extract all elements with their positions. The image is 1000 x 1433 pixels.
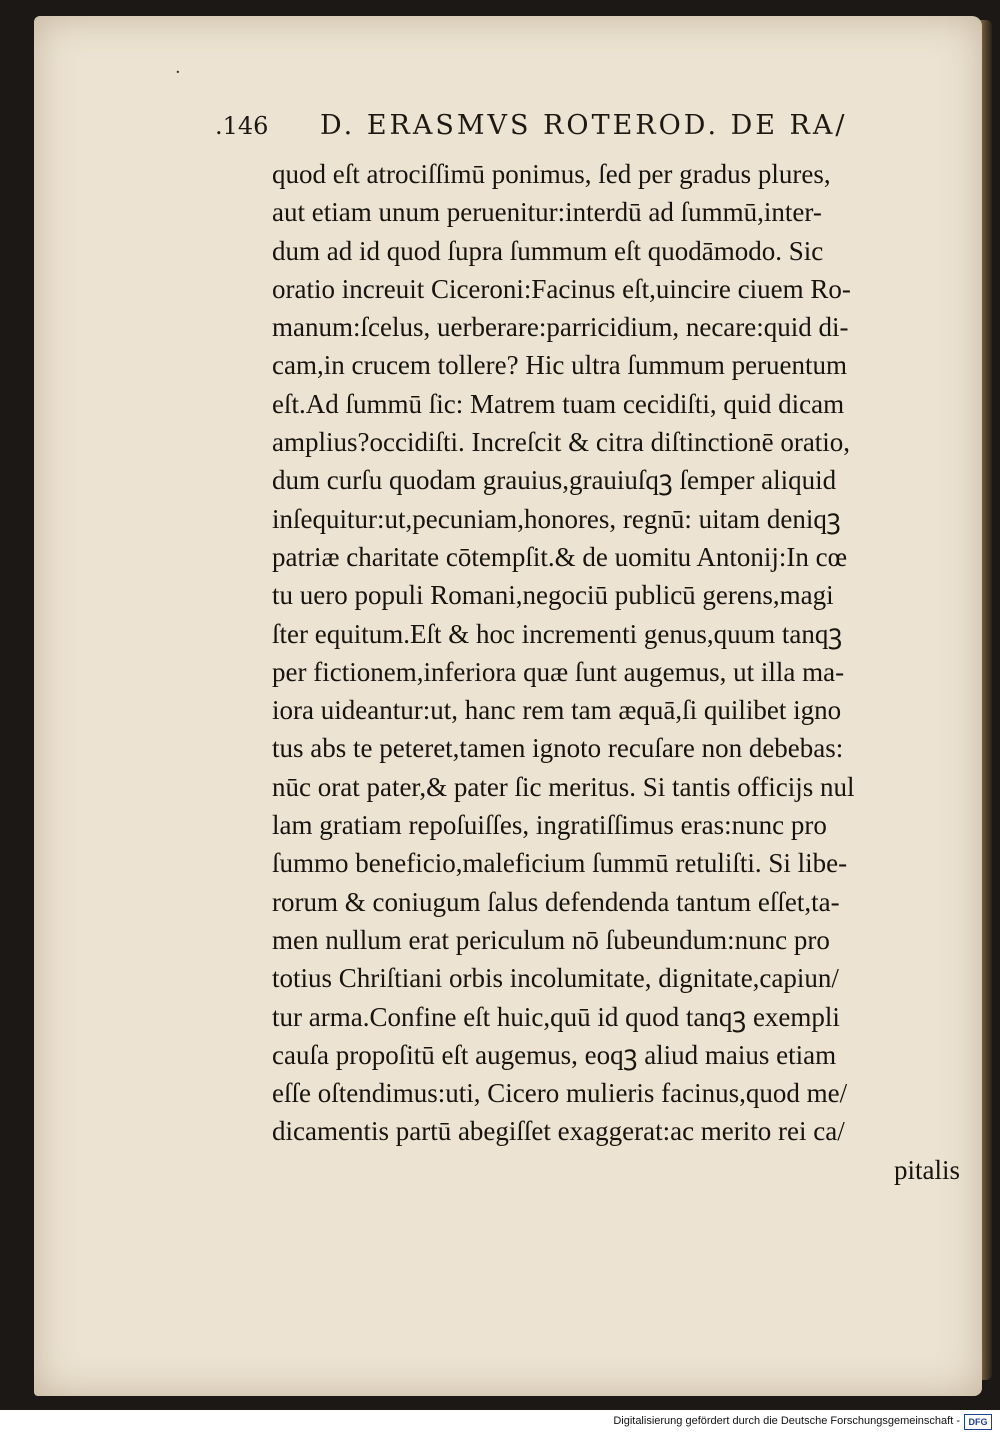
text-line: eſſe oſtendimus:uti, Cicero mulieris facinus,quod me/: [272, 1078, 848, 1109]
text-line: quod eſt atrociſſimū ponimus, ſed per gradus plures,: [272, 159, 831, 189]
text-line: dum ad id quod ſupra ſummum eſt quodāmodo. Sic: [272, 235, 824, 266]
text-line: lam gratiam repoſuiſſes, ingratiſſimus eras:nunc pro: [272, 810, 827, 841]
text-line: tur arma.Confine eſt huic,quū id quod tanqꝫ exempli: [272, 1001, 840, 1032]
text-line: eſt.Ad ſummū ſic: Matrem tuam cecidiſti, quid dicam: [272, 388, 845, 419]
page-header: [215, 110, 945, 150]
text-line: dicamentis partū abegiſſet exaggerat:ac merito rei ca/: [272, 1116, 845, 1147]
text-line: ſummo beneficio,maleficium ſummū retuliſti. Si libe-: [272, 848, 848, 879]
text-line: men nullum erat periculum nō ſubeundum:nunc pro: [272, 924, 830, 955]
text-line: aut etiam unum peruenitur:interdū ad ſummū,inter-: [272, 197, 822, 228]
text-line: amplius?occidiſti. Increſcit & citra diſtinctionē oratio,: [272, 427, 851, 458]
folio-number: .146: [215, 112, 269, 140]
body-text: [272, 155, 962, 1189]
text-line: dum curſu quodam grauius,grauiuſqꝫ ſemper aliquid: [272, 465, 837, 496]
running-head: D. ERASMVS ROTEROD. DE RA/: [320, 110, 848, 141]
margin-mark: ·: [175, 62, 181, 83]
digitization-footer: [0, 1410, 1000, 1433]
text-line: inſequitur:ut,pecuniam,honores, regnū: uitam deniqꝫ: [272, 503, 841, 534]
catchword: pitalis: [894, 1154, 960, 1185]
text-line: patriæ charitate cōtempſit.& de uomitu Antonij:In cœ: [272, 541, 848, 572]
text-line: manum:ſcelus, uerberare:parricidium, necare:quid di-: [272, 312, 849, 343]
text-line: ſter equitum.Eſt & hoc incrementi genus,quum tanqꝫ: [272, 618, 843, 649]
text-line: oratio increuit Ciceroni:Facinus eſt,uincire ciuem Ro-: [272, 273, 851, 304]
text-line: cam,in crucem tollere? Hic ultra ſummum peruentum: [272, 350, 848, 381]
funding-credit: Digitalisierung gefördert durch die Deutsche Forschungsgemeinschaft -: [613, 1415, 960, 1427]
text-line: cauſa propoſitū eſt augemus, eoqꝫ aliud maius etiam: [272, 1039, 837, 1070]
text-line: nūc orat pater,& pater ſic meritus. Si tantis officijs nul: [272, 771, 855, 802]
text-line: per fictionem,inferiora quæ ſunt augemus, ut illa ma-: [272, 656, 845, 687]
text-line: totius Chriſtiani orbis incolumitate, dignitate,capiun/: [272, 963, 839, 994]
text-line: tus abs te peteret,tamen ignoto recuſare non debebas:: [272, 733, 844, 764]
text-line: iora uideantur:ut, hanc rem tam æquā,ſi quilibet igno: [272, 695, 842, 726]
dfg-logo: DFG: [964, 1414, 992, 1430]
text-line: rorum & coniugum ſalus defendenda tantum eſſet,ta-: [272, 886, 840, 917]
text-line: tu uero populi Romani,negociū publicū gerens,magi: [272, 580, 834, 611]
